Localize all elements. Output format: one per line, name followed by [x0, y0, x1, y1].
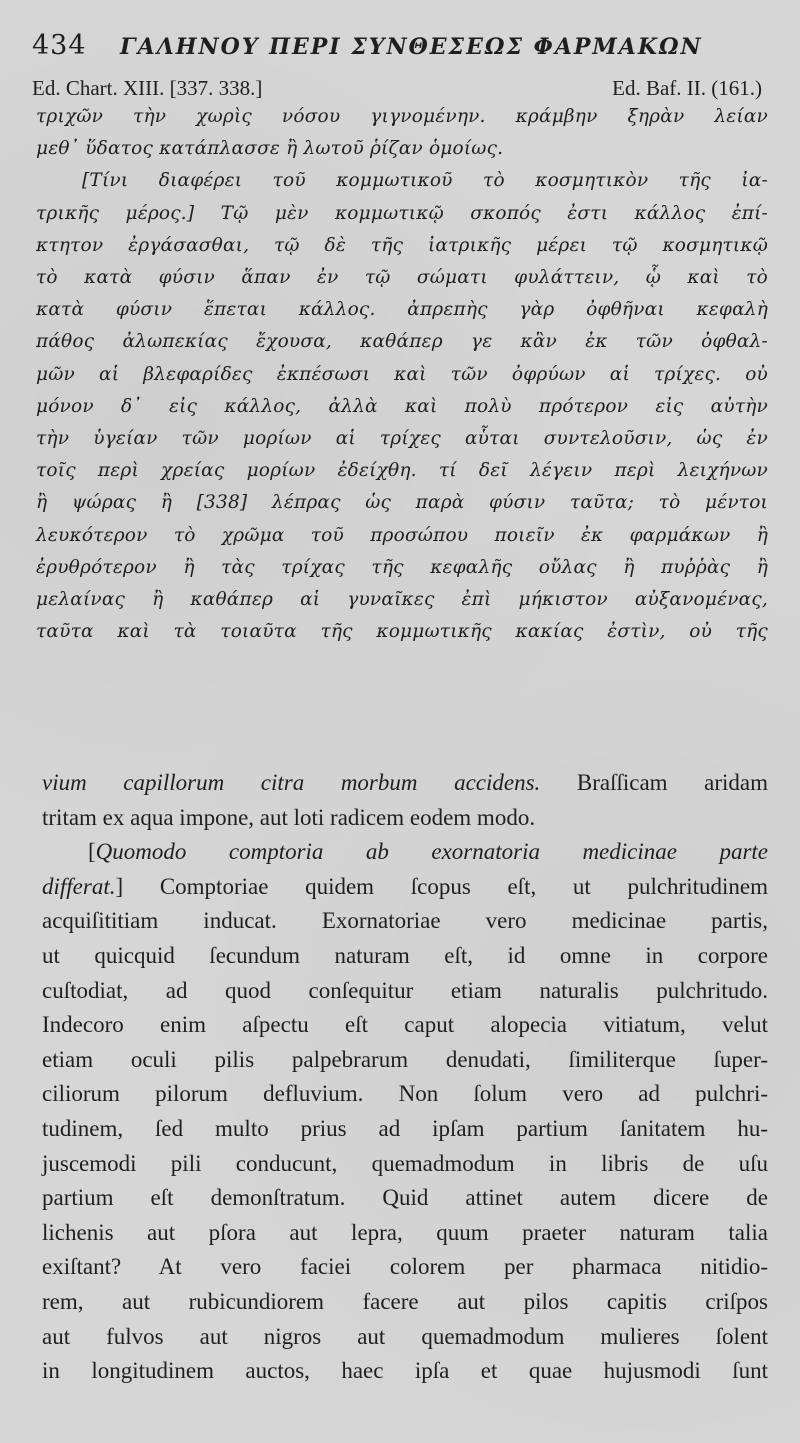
greek-line: ἢ ψώρας ἢ [338] λέπρας ὡς παρὰ φύσιν ταῦτα; τὸ μέντοι — [36, 492, 768, 514]
latin-line — [42, 766, 768, 801]
latin-section-heading: Quomodo comptoria ab exornatoria medicinae parte — [95, 839, 768, 865]
latin-line: juscemodi pili conducunt, quemadmodum in libris de uſu — [42, 1150, 768, 1176]
greek-text-block — [36, 101, 768, 648]
greek-line: πάθος ἀλωπεκίας ἔχουσα, καθάπερ γε κἂν ἐκ τῶν ὀφθαλ- — [36, 331, 768, 353]
latin-line: cuſtodiat, ad quod conſequitur etiam naturalis pulchritudo. — [42, 977, 768, 1003]
latin-text-block — [42, 766, 768, 1389]
running-title: ΓΑΛΗΝΟΥ ΠΕΡΙ ΣΥΝΘΕΣΕΩΣ ΦΑΡΜΑΚΩΝ — [120, 34, 703, 60]
latin-line: exiſtant? At vero faciei colorem per pharmaca nitidio- — [42, 1254, 768, 1280]
latin-italic-phrase: vium capillorum citra morbum accidens. — [42, 770, 541, 795]
latin-text: Braſſicam aridam — [540, 770, 768, 795]
latin-line — [42, 835, 768, 870]
greek-line: τὴν ὑγείαν τῶν μορίων αἱ τρίχες αὗται συντελοῦσιν, ὡς ἐν — [36, 428, 768, 450]
latin-line: ciliorum pilorum defluvium. Non ſolum vero ad pulchri- — [42, 1081, 768, 1107]
latin-line — [42, 870, 768, 905]
latin-line: Indecoro enim aſpectu eſt caput alopecia vitiatum, velut — [42, 1012, 768, 1038]
latin-line: etiam oculi pilis palpebrarum denudati, ſimiliterque ſuper- — [42, 1046, 768, 1072]
greek-line: μόνον δ᾽ εἰς κάλλος, ἀλλὰ καὶ πολὺ πρότερον εἰς αὐτὴν — [36, 395, 768, 417]
greek-line: τὸ κατὰ φύσιν ἅπαν ἐν τῷ σώματι φυλάττειν, ᾧ καὶ τὸ — [36, 267, 768, 289]
greek-line: λευκότερον τὸ χρῶμα τοῦ προσώπου ποιεῖν ἐκ φαρμάκων ἢ — [36, 524, 768, 546]
edition-reference-left: Ed. Chart. XIII. [337. 338.] — [32, 76, 263, 100]
latin-line: acquiſititiam inducat. Exornatoriae vero medicinae partis, — [42, 908, 768, 934]
latin-section-heading-end: differat. — [42, 873, 116, 899]
greek-line: ταῦτα καὶ τὰ τοιαῦτα τῆς κομμωτικῆς κακίας ἐστὶν, οὐ τῆς — [36, 621, 768, 643]
latin-line: tudinem, ſed multo prius ad ipſam partium ſanitatem hu- — [42, 1115, 768, 1141]
latin-line: in longitudinem auctos, haec ipſa et quae hujusmodi ſunt — [42, 1358, 768, 1384]
page-number: 434 — [32, 30, 87, 61]
edition-reference-right: Ed. Baf. II. (161.) — [612, 76, 762, 100]
page-header — [32, 30, 772, 70]
latin-line: lichenis aut pſora aut lepra, quum praeter naturam talia — [42, 1219, 768, 1245]
greek-line: ἐρυθρότερον ἢ τὰς τρίχας τῆς κεφαλῆς οὔλας ἢ πυῤῥὰς ἢ — [36, 556, 768, 578]
latin-line: aut fulvos aut nigros aut quemadmodum mulieres ſolent — [42, 1323, 768, 1349]
greek-line: κτητον ἐργάσασθαι, τῷ δὲ τῆς ἰατρικῆς μέρει τῷ κοσμητικῷ — [36, 234, 768, 256]
greek-line: τοῖς περὶ χρείας μορίων ἐδείχθη. τί δεῖ λέγειν περὶ λειχήνων — [36, 460, 768, 482]
greek-line: μῶν αἱ βλεφαρίδες ἐκπέσωσι καὶ τῶν ὀφρύων αἱ τρίχες. οὐ — [36, 363, 768, 385]
latin-line: ut quicquid ſecundum naturam eſt, id omne in corpore — [42, 942, 768, 968]
greek-line: τριχῶν τὴν χωρὶς νόσου γιγνομένην. κράμβην ξηρὰν λείαν — [36, 106, 768, 127]
greek-line: κατὰ φύσιν ἕπεται κάλλος. ἀπρεπὴς γὰρ ὀφθῆναι κεφαλὴ — [36, 299, 768, 321]
greek-line: τρικῆς μέρος.] Τῷ μὲν κομμωτικῷ σκοπός ἐστι κάλλος ἐπί- — [36, 202, 768, 224]
latin-line: rem, aut rubicundiorem facere aut pilos capitis criſpos — [42, 1288, 768, 1314]
latin-line: partium eſt demonſtratum. Quid attinet autem dicere de — [42, 1185, 768, 1211]
greek-line: μεθ᾽ ὕδατος κατάπλασσε ἢ λωτοῦ ῥίζαν ὁμοίως. — [36, 138, 504, 160]
greek-line: μελαίνας ἢ καθάπερ αἱ γυναῖκες ἐπὶ μήκιστον αὐξανομένας, — [36, 589, 768, 611]
latin-text: ] Comptoriae quidem ſcopus eſt, ut pulchritudinem — [115, 873, 768, 899]
latin-line: tritam ex aqua impone, aut loti radicem eodem modo. — [42, 804, 536, 830]
bracket-open: [ — [88, 839, 96, 865]
greek-line: [Τίνι διαφέρει τοῦ κομμωτικοῦ τὸ κοσμητικὸν τῆς ἰα- — [82, 170, 768, 192]
